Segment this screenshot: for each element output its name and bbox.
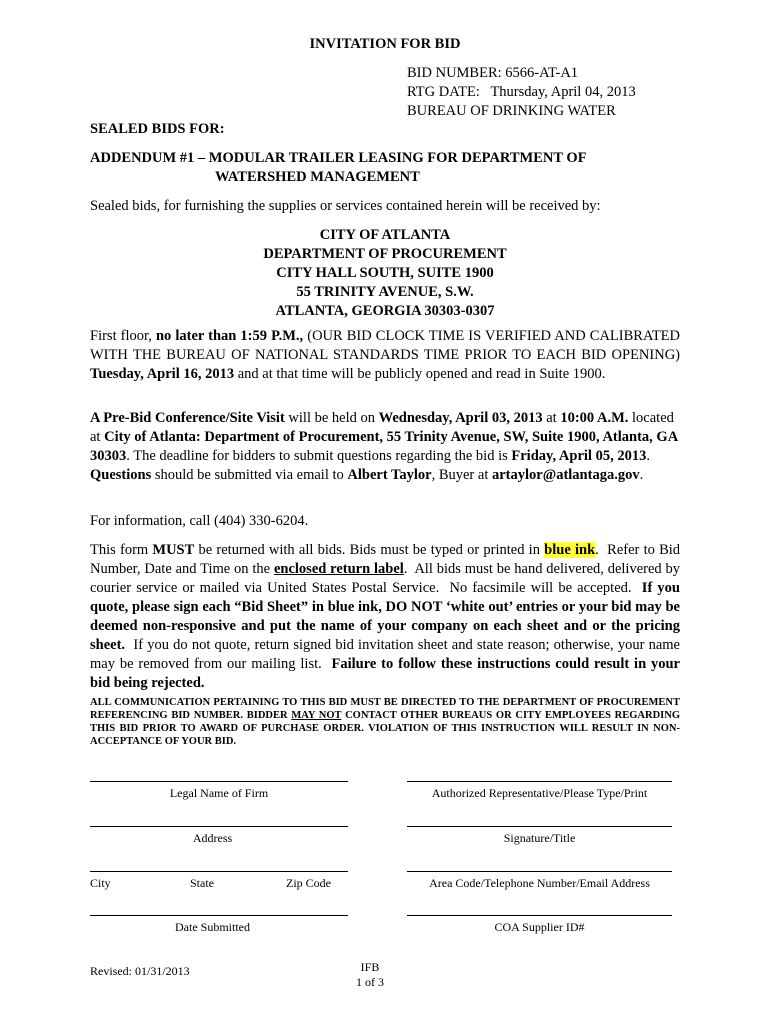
text-run: . All bids must be hand delivered, delivered by courier service or mailed via United States Postal Service. No facsimile will be accepted. [90, 561, 684, 596]
text-run: . The deadline for bidders to submit questions regarding the bid is [126, 448, 512, 464]
text-run: located at [90, 410, 674, 445]
date-submitted-line[interactable] [90, 915, 348, 916]
sealed-bids-heading: SEALED BIDS FOR: [90, 121, 225, 137]
authorized-rep-line[interactable] [407, 781, 672, 782]
text-run: at [542, 410, 561, 426]
addendum-line-2: WATERSHED MANAGEMENT [215, 169, 420, 185]
must-emphasis: MUST [152, 542, 195, 558]
address-label: Address [192, 831, 233, 845]
prebid-paragraph [90, 409, 680, 485]
text-run: and at that time will be publicly opened and read in Suite 1900. [234, 366, 606, 382]
page-number: 1 of 3 [356, 975, 384, 989]
document-title: INVITATION FOR BID [309, 36, 461, 52]
text-run: If you do not quote, return signed bid invitation sheet and state reason; otherwise, your name may be removed from our mailing list. [90, 637, 684, 672]
text-run: will be held on [284, 410, 379, 426]
supplier-id-line[interactable] [407, 915, 672, 916]
state-label: State [190, 876, 214, 890]
contact-line[interactable] [407, 871, 672, 872]
authorized-rep-label: Authorized Representative/Please Type/Print [431, 786, 648, 800]
address-line-1: CITY OF ATLANTA [319, 227, 451, 243]
return-label-emphasis: enclosed return label [273, 561, 404, 577]
rtg-date: RTG DATE: Thursday, April 04, 2013 [407, 84, 636, 100]
text-run: CONTACT OTHER BUREAUS OR CITY EMPLOYEES REGARDING THIS BID PRIOR TO AWARD OF PURCHASE ORDER. VIOLATION OF THIS INSTRUCTION WILL RESULT IN NON-ACCEPTANCE OF YOUR BID. [90, 710, 680, 747]
addendum-heading [90, 149, 587, 187]
city-label: City [90, 876, 111, 890]
deadline-paragraph [90, 327, 680, 384]
rejection-warning: Failure to follow these instructions could result in your bid being rejected. [90, 656, 680, 691]
intro-text: Sealed bids, for furnishing the supplies or services contained herein will be received by: [90, 198, 601, 214]
page-footer [320, 960, 420, 990]
blue-ink-highlight: blue ink [544, 542, 596, 558]
text-run: be returned with all bids. Bids must be typed or printed in [194, 542, 545, 558]
buyer-name: Albert Taylor [347, 467, 432, 483]
question-deadline: Friday, April 05, 2013 [511, 448, 647, 464]
prebid-date: Wednesday, April 03, 2013 [378, 410, 543, 426]
signature-title-line[interactable] [407, 826, 672, 827]
may-not-emphasis: MAY NOT [291, 710, 342, 721]
prebid-location: City of Atlanta: Department of Procurement, 55 Trinity Avenue, SW, Suite 1900, Atlanta, GA 30303 [90, 429, 678, 464]
text-run: ALL COMMUNICATION PERTAINING TO THIS BID MUST BE DIRECTED TO THE DEPARTMENT OF PROCUREMENT REFERENCING BID NUMBER. BIDDER [90, 697, 680, 721]
date-submitted-label: Date Submitted [175, 920, 250, 934]
revised-date: Revised: 01/31/2013 [90, 964, 190, 978]
ifb-label: IFB [360, 960, 380, 974]
address-line-3: CITY HALL SOUTH, SUITE 1900 [276, 265, 494, 281]
bid-sheet-instructions: If you quote, please sign each “Bid Sheet” in blue ink, DO NOT ‘white out’ entries or your bid may be deemed non-responsive and put the name of your company on each sheet and or the pricing sheet. [90, 580, 680, 653]
legal-name-line[interactable] [90, 781, 348, 782]
legal-name-label: Legal Name of Firm [169, 786, 269, 800]
instructions-paragraph [90, 541, 684, 693]
text-run: should be submitted via email to [151, 467, 348, 483]
address-line-4: 55 TRINITY AVENUE, S.W. [296, 284, 474, 300]
address-line-5: ATLANTA, GEORGIA 30303-0307 [275, 303, 495, 319]
opening-date: Tuesday, April 16, 2013 [90, 366, 235, 382]
city-state-zip-line[interactable] [90, 871, 348, 872]
text-run: (OUR BID CLOCK TIME IS VERIFIED AND CALIBRATED WITH THE BUREAU OF NATIONAL STANDARDS TIME PRIOR TO EACH BID OPENING) [90, 328, 680, 363]
text-run: . [646, 448, 658, 464]
text-run: . [639, 467, 644, 483]
bid-number: BID NUMBER: 6566-AT-A1 [407, 65, 579, 81]
buyer-email[interactable]: artaylor@atlantaga.gov [491, 467, 640, 483]
address-line[interactable] [90, 826, 348, 827]
text-run: , Buyer at [431, 467, 492, 483]
prebid-label: A Pre-Bid Conference/Site Visit [90, 410, 285, 426]
questions-label: Questions [90, 467, 152, 483]
procurement-address [0, 226, 770, 321]
bid-info-block [407, 64, 636, 121]
text-run: This form [90, 542, 153, 558]
addendum-line-1: ADDENDUM #1 – MODULAR TRAILER LEASING FOR DEPARTMENT OF [90, 150, 587, 166]
signature-title-label: Signature/Title [503, 831, 576, 845]
communication-notice [90, 696, 680, 748]
info-phone-paragraph: For information, call (404) 330-6204. [90, 513, 309, 529]
supplier-id-label: COA Supplier ID# [494, 920, 585, 934]
deadline-time: no later than 1:59 P.M., [155, 328, 304, 344]
prebid-time: 10:00 A.M. [560, 410, 629, 426]
bureau-name: BUREAU OF DRINKING WATER [407, 103, 616, 119]
text-run: . Refer to Bid Number, Date and Time on the [90, 542, 684, 577]
address-line-2: DEPARTMENT OF PROCUREMENT [263, 246, 507, 262]
zip-label: Zip Code [286, 876, 331, 890]
text-run: First floor, [90, 328, 156, 344]
contact-label: Area Code/Telephone Number/Email Address [429, 876, 650, 890]
